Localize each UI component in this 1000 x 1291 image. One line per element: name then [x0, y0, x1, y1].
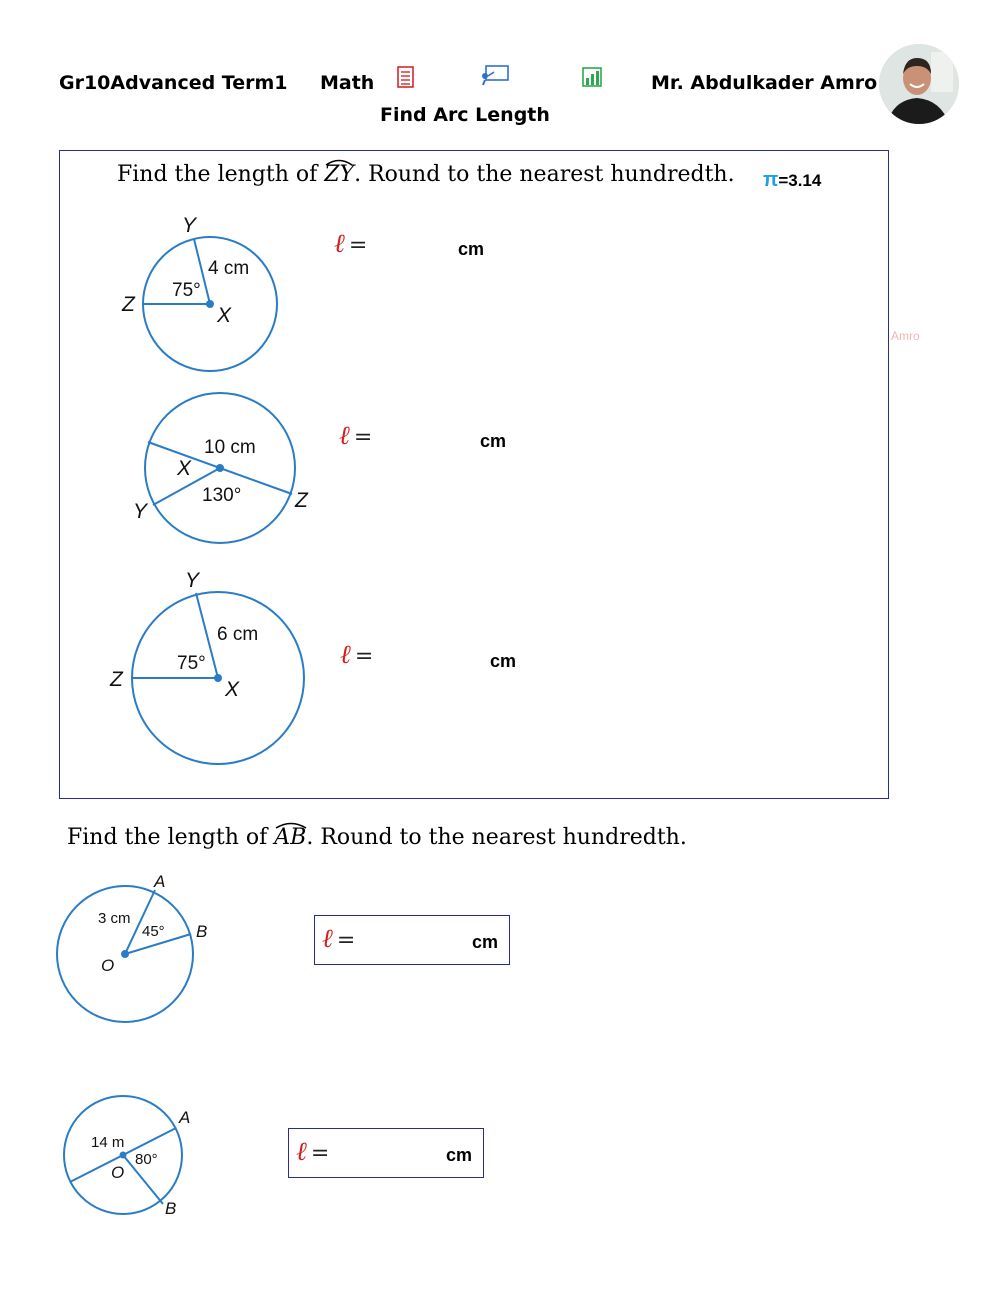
circle-diagram-5 [55, 1090, 205, 1225]
svg-text:10 cm: 10 cm [204, 437, 256, 458]
svg-text:Y: Y [182, 214, 197, 237]
unit-label-5: cm [446, 1145, 473, 1165]
answer-box-2[interactable] [288, 1128, 484, 1178]
svg-text:6 cm: 6 cm [217, 624, 259, 645]
checklist-icon[interactable] [397, 66, 415, 88]
unit-label-4: cm [472, 932, 499, 952]
section2-title: Find the length of AB . Round to the nearest hundredth. [67, 825, 687, 850]
svg-text:45°: 45° [142, 923, 165, 940]
circle-diagram-4 [55, 870, 225, 1030]
svg-text:Y: Y [133, 500, 148, 523]
svg-text:X: X [177, 457, 192, 480]
circle-diagram-2 [125, 385, 325, 555]
svg-text:O: O [101, 956, 115, 975]
ell-label-1: ℓ = [334, 229, 368, 259]
answer-box-1[interactable] [314, 915, 510, 965]
presentation-icon[interactable] [480, 64, 510, 86]
svg-text:A: A [179, 1108, 191, 1127]
svg-text:O: O [111, 1163, 125, 1182]
svg-text:Z: Z [295, 489, 308, 512]
ell-label-2: ℓ = [339, 421, 373, 451]
svg-text:3 cm: 3 cm [98, 910, 131, 927]
ell-label-3: ℓ = [340, 640, 374, 670]
svg-text:Y: Y [185, 569, 200, 592]
svg-text:B: B [165, 1199, 177, 1218]
ell-label-5: ℓ = [296, 1137, 330, 1167]
svg-text:X: X [225, 678, 240, 701]
circle-diagram-3 [105, 565, 325, 775]
arc-label-zy: ZY [324, 162, 355, 187]
svg-text:80°: 80° [135, 1151, 158, 1168]
page-subtitle: Find Arc Length [380, 104, 550, 126]
svg-text:14 m: 14 m [91, 1134, 125, 1151]
unit-label-2: cm [480, 431, 507, 451]
unit-label-1: cm [458, 239, 485, 259]
unit-label-3: cm [490, 651, 517, 671]
svg-text:130°: 130° [202, 485, 242, 506]
svg-text:Z: Z [110, 668, 123, 691]
svg-text:B: B [196, 922, 208, 941]
ell-label-4: ℓ = [322, 924, 356, 954]
subject-label: Math [320, 72, 375, 94]
section1-title: Find the length of ZY . Round to the nearest hundredth. [117, 162, 735, 187]
svg-text:4 cm: 4 cm [208, 258, 250, 279]
circle-diagram-1 [120, 210, 290, 380]
svg-text:75°: 75° [172, 280, 201, 301]
course-label: Gr10Advanced Term1 [59, 72, 288, 94]
svg-text:Z: Z [122, 293, 135, 316]
teacher-name: Mr. Abdulkader Amro [651, 72, 878, 94]
svg-text:75°: 75° [177, 653, 206, 674]
svg-text:A: A [154, 872, 166, 891]
arc-label-ab: AB [274, 825, 307, 850]
pi-value: π=3.14 [763, 169, 822, 191]
avatar [879, 44, 959, 124]
svg-text:X: X [217, 304, 232, 327]
chart-icon[interactable] [581, 66, 603, 88]
watermark: Amro [891, 329, 920, 343]
